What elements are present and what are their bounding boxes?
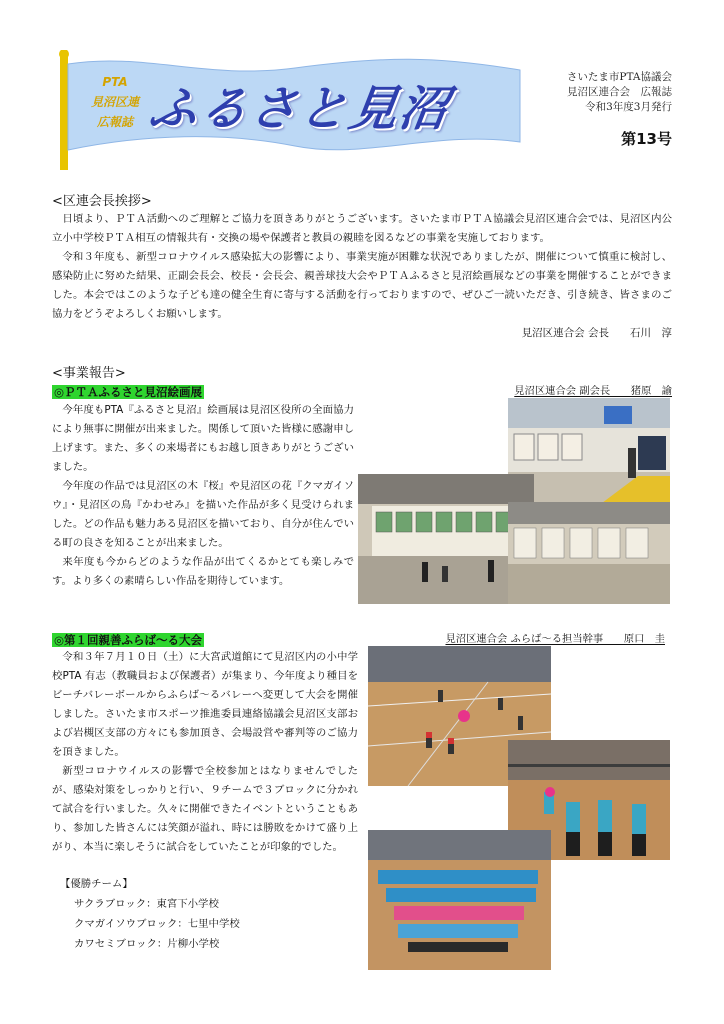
- banner-pta: PTA: [102, 75, 128, 89]
- greeting-signature: 見沼区連合会 会長 石川 淳: [521, 327, 672, 339]
- publisher-info: [540, 70, 672, 115]
- art-exhibition-title: ◎ＰＴＡふるさと見沼絵画展: [54, 385, 203, 399]
- volleyball-body: [52, 648, 358, 857]
- banner-subtitle: [85, 72, 145, 132]
- winner-sakura: サクラブロック：東宮下小学校: [74, 898, 219, 910]
- publisher-org: さいたま市PTA協議会: [566, 71, 672, 83]
- greeting-paragraph-1: 日頃より、ＰＴＡ活動へのご理解とご協力を頂きありがとうございます。さいたま市ＰＴＡ協議会見沼区連合会では、見沼区内公立小中学校ＰＴＡ相互の情報共有・交換の場や保護者と教員の親睦を図るなどの事業を実施しております。: [52, 213, 672, 244]
- winners-heading: 【優勝チーム】: [60, 878, 133, 890]
- volleyball-title-wrap: [52, 629, 204, 648]
- greeting-paragraph-2: 令和３年度も、新型コロナウイルス感染拡大の影響により、事業実施が困難な状況でありましたが、開催について慎重に検討し、感染防止に努めた結果、正副会長会、校長・会長会、親善球技大会やＰＴＡふるさと見沼絵画展などの事業を開催することができました。本会ではこのような子ども達の健全生育に寄与する活動を行っておりますので、ぜひご一読いただき、引き続き、皆さまのご協力をどうぞよろしくお願いします。: [52, 251, 672, 320]
- issue-number: 第13号: [621, 130, 672, 148]
- volleyball-paragraph-1: 令和３年７月１０日（土）に大宮武道館にて見沼区内の小中学校PTA 有志（教職員および保護者）が集まり、今年度より種目をビーチバレーボールからふらば～るバレーへ変更して大会を開催しました。さいたま市スポーツ推進委員連絡協議会見沼区支部および岩槻区支部の方々にも参加頂き、会場設営や審判等のご協力を頂きました。: [52, 651, 358, 758]
- art-exhibition-body: [52, 401, 354, 591]
- volleyball-group-photo: [368, 830, 551, 970]
- winner-kawasemi: カワセミブロック：片柳小学校: [74, 938, 220, 950]
- publish-date: 令和3年度3月発行: [585, 101, 672, 113]
- volleyball-title: ◎第１回親善ふらば～る大会: [54, 633, 203, 647]
- volleyball-paragraph-2: 新型コロナウイルスの影響で全校参加とはなりませんでしたが、感染対策をしっかりと行い、９チームで３ブロックに分かれて試合を行いました。久々に開催できたイベントということもあり、参加した皆さんには笑顔が溢れ、時には勝敗をかけて盛り上がり、本当に楽しそうに試合をしていたことが印象的でした。: [52, 765, 358, 853]
- newsletter-title: ふるさと見沼: [145, 81, 454, 137]
- art-exhibition-byline: 見沼区連合会 副会長 猪原 諭: [514, 385, 672, 397]
- art-paragraph-3: 来年度も今からどのような作品が出てくるかとても楽しみです。より多くの素晴らしい作品を期待しています。: [52, 556, 354, 587]
- art-paragraph-1: 今年度もPTA『ふるさと見沼』絵画展は見沼区役所の全面協力により無事に開催が出来ました。関係して頂いた皆様に感謝申し上げます。また、多くの来場者にもお越し頂きありがとうございました。: [52, 404, 354, 473]
- greeting-heading: <区連会長挨拶>: [52, 194, 152, 209]
- publisher-branch: 見沼区連合会 広報誌: [567, 86, 672, 98]
- winner-kumagaisou: クマガイソウブロック：七里中学校: [74, 918, 240, 930]
- art-exhibit-photo-3: [508, 502, 670, 604]
- greeting-body: [52, 210, 672, 324]
- art-paragraph-2: 今年度の作品では見沼区の木『桜』や見沼区の花『クマガイソウ』・見沼区の鳥『かわせみ』を描いた作品が多く見受けられました。どの作品も魅力ある見沼区を描いており、自分が住んでいる町の良さを知ることが出来ました。: [52, 480, 354, 549]
- report-heading: <事業報告>: [52, 366, 126, 381]
- banner-bulletin: 広報誌: [96, 115, 133, 129]
- volleyball-byline: 見沼区連合会 ふらば～る担当幹事 原口 圭: [445, 633, 665, 645]
- art-exhibition-title-wrap: [52, 381, 204, 400]
- winners-list: [60, 874, 240, 954]
- banner-district: 見沼区連: [90, 95, 139, 109]
